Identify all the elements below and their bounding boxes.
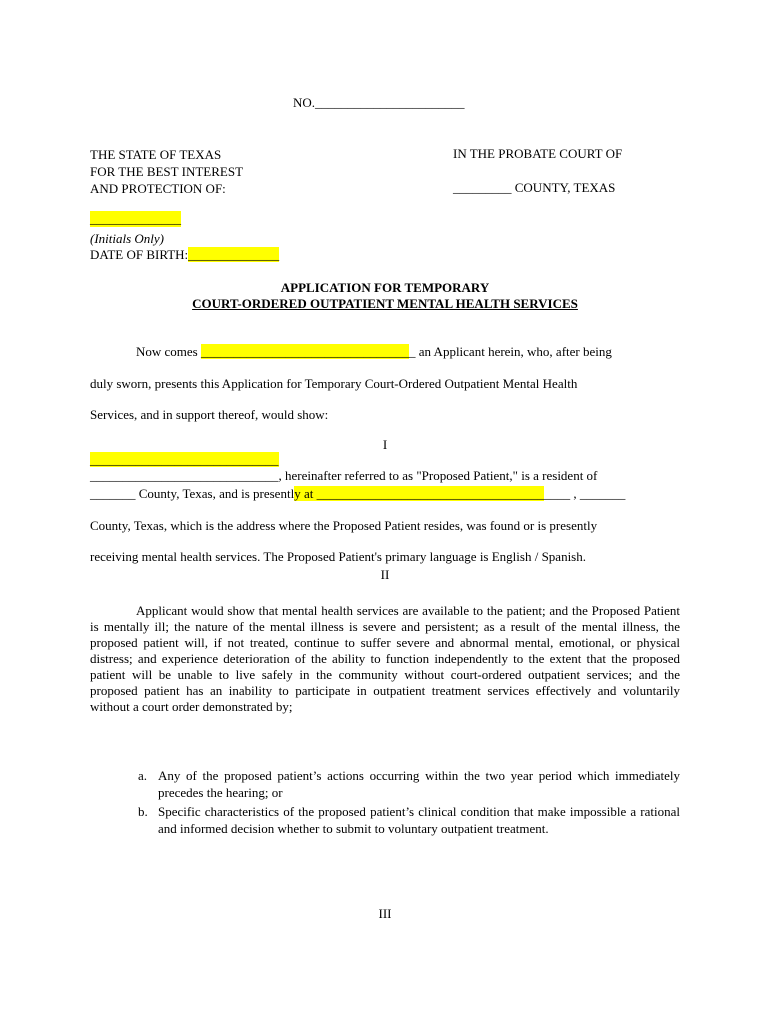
section-numeral-2: II (380, 567, 390, 582)
caption-line-3: AND PROTECTION OF: (90, 181, 226, 196)
list-item-text: Specific characteristics of the proposed patient’s clinical condition that make impossible a rational and informed decision whether to submit to voluntary outpatient treatment. (158, 804, 680, 836)
section1-line-3: County, Texas, which is the address where the Proposed Patient resides, was found or is presently (90, 518, 598, 533)
list-item (138, 767, 680, 801)
intro-line-3: Services, and in support thereof, would show: (90, 407, 329, 422)
patient-name-field[interactable]: _____________________________ (90, 452, 279, 467)
dob-row (90, 247, 279, 263)
list-item-text: Any of the proposed patient’s actions occurring within the two year period which immediately precedes the hearing; or (158, 768, 680, 800)
initials-note: (Initials Only) (90, 231, 165, 246)
list-marker: b. (138, 804, 148, 819)
initials-field[interactable]: ______________ (90, 211, 181, 226)
intro-line-1 (136, 344, 612, 360)
section2-paragraph: Applicant would show that mental health services are available to the patient; and the Proposed Patient is mentally ill; the nature of the mental illness is severe and persistent; as a result of the mental illness, the proposed patient will, if not treated, continue to suffer severe and abnormal mental, emotional, or physical distress; and experience deterioration of the ability to function independently to the extent that the proposed patient will be unable to live safely in the community without court-ordered outpatient services; and the proposed patient has an inability to participate in outpatient treatment services effectively and voluntarily without a court order demonstrated by; (90, 603, 680, 714)
section1-line-2 (90, 486, 625, 502)
city-county-blanks: ____ , _______ (544, 486, 626, 501)
section-numeral-1: I (382, 437, 388, 452)
court-name: IN THE PROBATE COURT OF (453, 146, 623, 161)
intro-line-1-rest: _ an Applicant herein, who, after being (409, 344, 612, 359)
section1-line-4: receiving mental health services. The Proposed Patient's primary language is English / Spanish. (90, 549, 586, 564)
intro-line-2: duly sworn, presents this Application for Temporary Court-Ordered Outpatient Mental Health (90, 376, 578, 391)
style-of-case (90, 146, 243, 197)
county-line: _________ COUNTY, TEXAS (453, 180, 616, 195)
county-residence-text: _______ County, Texas, and is presentl (90, 486, 295, 501)
caption-line-1: THE STATE OF TEXAS (90, 147, 222, 162)
section-numeral-3: III (378, 906, 392, 921)
now-comes-text: Now comes (136, 344, 198, 359)
caption-line-2: FOR THE BEST INTEREST (90, 164, 244, 179)
title-line-1: APPLICATION FOR TEMPORARY (280, 280, 490, 295)
list-marker: a. (138, 768, 148, 783)
patient-address-field[interactable]: y at ___________________________________ (294, 486, 545, 501)
dob-field[interactable]: ______________ (188, 247, 280, 262)
list-item (138, 803, 680, 837)
section1-line-1: _____________________________, hereinafter referred to as "Proposed Patient," is a resident of (90, 468, 598, 483)
title-line-2: COURT-ORDERED OUTPATIENT MENTAL HEALTH SERVICES (192, 296, 578, 311)
case-number: NO._______________________ (293, 95, 465, 110)
applicant-name-field[interactable]: ________________________________ (201, 344, 409, 359)
dob-label: DATE OF BIRTH: (90, 247, 189, 262)
